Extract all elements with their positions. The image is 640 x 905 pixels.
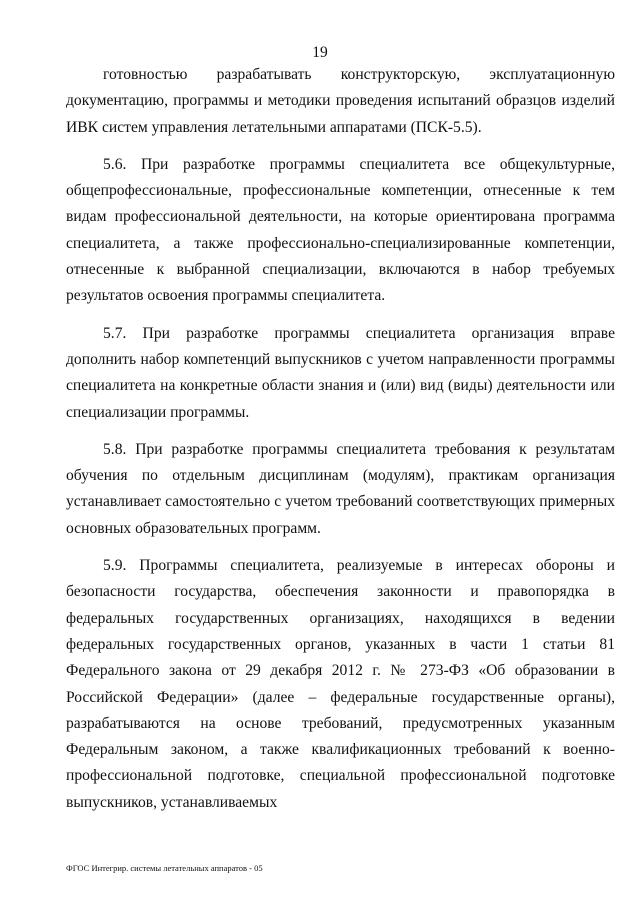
page-body — [66, 62, 615, 816]
paragraph-5-7: 5.7. При разработке программы специалитета организация вправе дополнить набор компетенций выпускников с учетом направленности программы специалитета на конкретные области знания и (или) вид (виды) деятельности или специализации программы. — [66, 324, 615, 421]
page-footer: ФГОС Интегрир. системы летательных аппаратов - 05 — [66, 863, 263, 873]
paragraph-5-6: 5.6. При разработке программы специалитета все общекультурные, общепрофессиональные, профессиональные компетенции, отнесенные к тем видам профессиональной деятельности, на которые ориентирована программа специалитета, а также профессионально-специализированные компетенции, отнесенные к выбранной специализации, включаются в набор требуемых результатов освоения программы специалитета. — [66, 155, 615, 305]
paragraph-5-8: 5.8. При разработке программы специалитета требования к результатам обучения по отдельным дисциплинам (модулям), практикам организация устанавливает самостоятельно с учетом требований соответствующих примерных основных образовательных программ. — [66, 440, 615, 537]
page-number: 19 — [312, 44, 328, 61]
paragraph-continuation: готовностью разрабатывать конструкторскую, эксплуатационную документацию, программы и методики проведения испытаний образцов изделий ИВК систем управления летательными аппаратами (ПСК-5.5). — [66, 66, 615, 136]
paragraph-5-9: 5.9. Программы специалитета, реализуемые в интересах обороны и безопасности государства, обеспечения законности и правопорядка в федеральных государственных организациях, находящихся в ведении федеральных государственных органов, указанных в части 1 статьи 81 Федерального закона от 29 декабря 2012 г. № 273-ФЗ «Об образовании в Российской Федерации» (далее – федеральные государственные органы), разрабатываются на основе требований, предусмотренных указанным Федеральным законом, а также квалификационных требований к военно-профессиональной подготовке, специальной профессиональной подготовке выпускников, устанавливаемых — [66, 557, 615, 811]
